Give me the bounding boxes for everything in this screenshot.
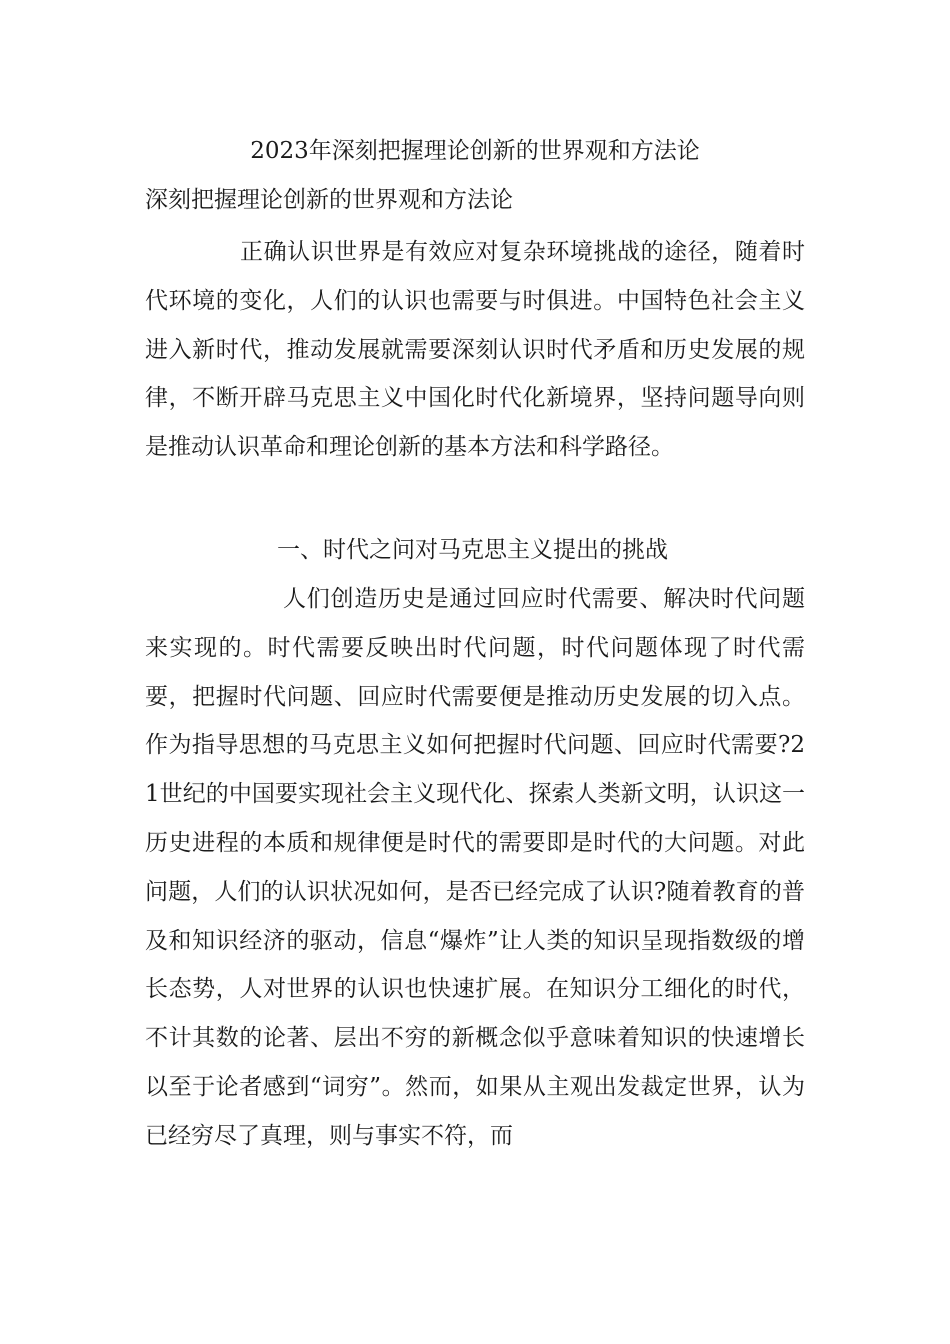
document-subtitle: 深刻把握理论创新的世界观和方法论 bbox=[145, 187, 513, 213]
paragraph-intro: 正确认识世界是有效应对复杂环境挑战的途径，随着时代环境的变化，人们的认识也需要与时俱进。中国特色社会主义进入新时代，推动发展就需要深刻认识时代矛盾和历史发展的规律，不断开辟马克思主义中国化时代化新境界，坚持问题导向则是推动认识革命和理论创新的基本方法和科学路径。 bbox=[145, 239, 805, 461]
paragraph-body: 人们创造历史是通过回应时代需要、解决时代问题来实现的。时代需要反映出时代问题，时代问题体现了时代需要，把握时代问题、回应时代需要便是推动历史发展的切入点。作为指导思想的马克思主义如何把握时代问题、回应时代需要?21世纪的中国要实现社会主义现代化、探索人类新文明，认识这一历史进程的本质和规律便是时代的需要即是时代的大问题。对此问题，人们的认识状况如何，是否已经完成了认识?随着教育的普及和知识经济的驱动，信息“爆炸”让人类的知识呈现指数级的增长态势，人对世界的认识也快速扩展。在知识分工细化的时代，不计其数的论著、层出不穷的新概念似乎意味着知识的快速增长以至于论者感到“词穷”。然而，如果从主观出发裁定世界，认为已经穷尽了真理，则与事实不符，而 bbox=[145, 586, 805, 1149]
document-title: 2023年深刻把握理论创新的世界观和方法论 bbox=[250, 138, 700, 164]
section-heading: 一、时代之问对马克思主义提出的挑战 bbox=[277, 537, 668, 563]
